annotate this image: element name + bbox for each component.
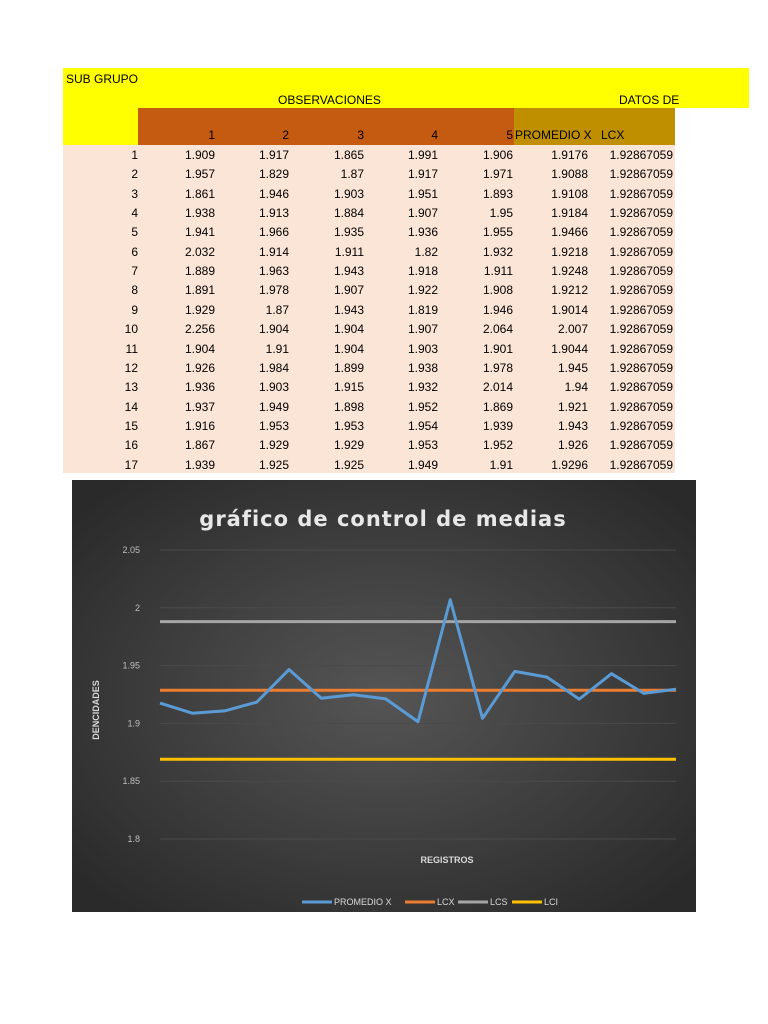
- row-number-cell: 10: [124, 322, 138, 337]
- table-row: [63, 398, 675, 417]
- table-cell: 1.966: [258, 225, 289, 240]
- table-cell: 1.963: [258, 264, 289, 279]
- chart-title: gráfico de control de medias: [199, 507, 567, 531]
- table-cell: 1.87: [340, 167, 364, 182]
- table-cell: 1.92867059: [609, 225, 673, 240]
- legend-label: PROMEDIO X: [334, 897, 392, 907]
- table-cell: 1.936: [184, 380, 215, 395]
- legend-label: LCX: [437, 897, 455, 907]
- chart-svg: [72, 480, 696, 912]
- table-row: [63, 243, 675, 262]
- lcx-header: LCX: [601, 128, 625, 142]
- table-cell: 1.952: [482, 438, 513, 453]
- table-cell: 1.926: [557, 438, 588, 453]
- table-cell: 1.9044: [551, 341, 588, 356]
- table-cell: 1.899: [333, 360, 364, 375]
- table-row: [63, 436, 675, 455]
- table-cell: 1.925: [333, 457, 364, 472]
- col-header-1: 1: [208, 128, 215, 142]
- row-number-cell: 8: [131, 283, 138, 298]
- table-cell: 1.908: [482, 283, 513, 298]
- table-cell: 1.918: [407, 264, 438, 279]
- datos-de-label: DATOS DE: [619, 93, 680, 107]
- chart-background: [72, 480, 696, 912]
- table-cell: 1.978: [482, 360, 513, 375]
- table-cell: 1.95: [489, 206, 513, 221]
- table-cell: 1.92867059: [609, 264, 673, 279]
- table-cell: 1.937: [184, 399, 215, 414]
- table-cell: 1.971: [482, 167, 513, 182]
- table-cell: 1.92867059: [609, 418, 673, 433]
- table-cell: 1.91: [489, 457, 513, 472]
- table-row: [63, 320, 675, 339]
- table-cell: 1.867: [184, 438, 215, 453]
- table-cell: 1.907: [333, 283, 364, 298]
- table-cell: 1.903: [258, 380, 289, 395]
- table-cell: 1.935: [333, 225, 364, 240]
- row-number-cell: 6: [131, 244, 138, 259]
- table-cell: 1.991: [407, 148, 438, 162]
- y-tick-label: 1.8: [127, 834, 140, 844]
- promedio-x-header: PROMEDIO X: [515, 128, 592, 142]
- table-cell: 1.92867059: [609, 322, 673, 337]
- row-number-cell: 5: [131, 225, 138, 240]
- table-cell: 1.92867059: [609, 380, 673, 395]
- table-cell: 1.953: [333, 418, 364, 433]
- table-cell: 1.829: [258, 167, 289, 182]
- table-cell: 1.914: [258, 244, 289, 259]
- table-cell: 1.904: [184, 341, 215, 356]
- table-cell: 1.92867059: [609, 148, 673, 162]
- table-cell: 1.92867059: [609, 206, 673, 221]
- table-cell: 1.903: [407, 341, 438, 356]
- table-cell: 1.932: [407, 380, 438, 395]
- table-cell: 1.92867059: [609, 244, 673, 259]
- table-row: [63, 281, 675, 300]
- table-cell: 1.9108: [551, 186, 588, 201]
- table-cell: 1.865: [333, 148, 364, 162]
- table-cell: 1.938: [184, 206, 215, 221]
- row-number-cell: 11: [125, 341, 138, 356]
- row-number-cell: 17: [124, 457, 138, 472]
- table-cell: 1.9296: [551, 457, 588, 472]
- table-cell: 1.939: [184, 457, 215, 472]
- control-chart: [72, 480, 696, 912]
- table-cell: 1.917: [258, 148, 289, 162]
- table-cell: 1.949: [407, 457, 438, 472]
- table-cell: 1.939: [482, 418, 513, 433]
- row-number-cell: 12: [124, 360, 138, 375]
- table-cell: 1.932: [482, 244, 513, 259]
- table-cell: 1.92867059: [609, 438, 673, 453]
- table-row: [63, 204, 675, 223]
- table-cell: 1.909: [184, 148, 215, 162]
- y-tick-label: 2: [134, 602, 140, 613]
- table-cell: 1.943: [333, 302, 364, 317]
- row-number-cell: 1: [131, 148, 138, 162]
- table-cell: 1.906: [482, 148, 513, 162]
- table-cell: 2.007: [557, 322, 588, 337]
- table-cell: 1.92867059: [609, 167, 673, 182]
- table-cell: 1.9248: [551, 264, 588, 279]
- table-cell: 1.92867059: [609, 302, 673, 317]
- table-cell: 1.984: [258, 360, 289, 375]
- table-cell: 1.819: [407, 302, 438, 317]
- table-cell: 1.903: [333, 186, 364, 201]
- header-yellow-cell: [63, 108, 138, 145]
- row-number-cell: 2: [131, 167, 138, 182]
- table-row: [63, 262, 675, 281]
- table-cell: 1.938: [407, 360, 438, 375]
- row-number-cell: 14: [124, 399, 138, 414]
- col-header-3: 3: [357, 128, 364, 142]
- table-cell: 1.91: [265, 341, 289, 356]
- table-cell: 1.955: [482, 225, 513, 240]
- table-cell: 1.907: [407, 322, 438, 337]
- table-cell: 1.929: [258, 438, 289, 453]
- table-cell: 1.921: [557, 399, 588, 414]
- table-row: [63, 417, 675, 436]
- table-cell: 1.869: [482, 399, 513, 414]
- table-cell: 1.911: [334, 244, 364, 259]
- legend-label: LCI: [544, 897, 559, 907]
- table-row: [63, 185, 675, 204]
- table-cell: 1.952: [407, 399, 438, 414]
- table-cell: 2.064: [482, 322, 513, 337]
- row-number-cell: 3: [131, 186, 138, 201]
- table-cell: 1.907: [407, 206, 438, 221]
- table-cell: 1.929: [333, 438, 364, 453]
- table-row: [63, 146, 675, 165]
- table-cell: 1.94: [564, 380, 588, 395]
- table-cell: 1.943: [333, 264, 364, 279]
- table-cell: 1.922: [407, 283, 438, 298]
- table-cell: 1.92867059: [609, 360, 673, 375]
- table-cell: 1.87: [265, 302, 289, 317]
- table-cell: 1.891: [184, 283, 215, 298]
- col-header-4: 4: [431, 128, 438, 142]
- table-cell: 1.904: [258, 322, 289, 337]
- y-axis-label: DENCIDADES: [91, 680, 101, 740]
- table-row: [63, 165, 675, 184]
- table-cell: 1.946: [258, 186, 289, 201]
- table-cell: 1.913: [258, 206, 289, 221]
- col-header-5: 5: [506, 128, 513, 142]
- y-tick-label: 1.9: [127, 718, 140, 729]
- table-cell: 1.92867059: [609, 283, 673, 298]
- table-cell: 1.889: [184, 264, 215, 279]
- table-cell: 2.032: [184, 244, 215, 259]
- table-cell: 1.9088: [551, 167, 588, 182]
- table-cell: 1.925: [258, 457, 289, 472]
- table-cell: 1.936: [407, 225, 438, 240]
- legend-label: LCS: [490, 897, 508, 907]
- row-number-cell: 4: [131, 206, 138, 221]
- table-cell: 1.957: [184, 167, 215, 182]
- table-cell: 1.893: [482, 186, 513, 201]
- table-cell: 2.014: [482, 380, 513, 395]
- table-cell: 1.946: [482, 302, 513, 317]
- table-cell: 1.945: [557, 360, 588, 375]
- table-row: [63, 456, 675, 475]
- table-cell: 1.861: [184, 186, 215, 201]
- table-cell: 1.943: [557, 418, 588, 433]
- table-cell: 1.911: [483, 264, 513, 279]
- table-row: [63, 359, 675, 378]
- y-tick-label: 1.85: [122, 776, 140, 787]
- table-cell: 1.901: [482, 341, 513, 356]
- table-cell: 1.978: [258, 283, 289, 298]
- table-cell: 1.9014: [551, 302, 588, 317]
- row-number-cell: 7: [131, 264, 138, 279]
- table-cell: 1.82: [414, 244, 438, 259]
- table-cell: 1.898: [333, 399, 364, 414]
- table-cell: 1.884: [333, 206, 364, 221]
- x-axis-label: REGISTROS: [420, 855, 474, 865]
- table-cell: 1.929: [184, 302, 215, 317]
- table-row: [63, 340, 675, 359]
- y-tick-label: 2.05: [122, 545, 140, 555]
- subgroup-label: SUB GRUPO: [66, 72, 139, 86]
- table-cell: 1.941: [184, 225, 215, 240]
- table-cell: 1.916: [184, 418, 215, 433]
- table-row: [63, 223, 675, 242]
- table-cell: 1.953: [407, 438, 438, 453]
- table-cell: 1.9212: [551, 283, 588, 298]
- row-number-cell: 16: [124, 438, 138, 453]
- row-number-cell: 13: [124, 380, 138, 395]
- table-cell: 1.904: [333, 322, 364, 337]
- table-cell: 1.9218: [551, 244, 588, 259]
- table-cell: 1.92867059: [609, 457, 673, 472]
- row-number-cell: 9: [131, 302, 138, 317]
- table-row: [63, 378, 675, 397]
- table-cell: 1.904: [333, 341, 364, 356]
- y-tick-label: 1.95: [122, 660, 140, 671]
- table-cell: 1.92867059: [609, 399, 673, 414]
- table-cell: 1.9184: [551, 206, 588, 221]
- row-number-cell: 15: [124, 418, 138, 433]
- table-cell: 1.92867059: [609, 186, 673, 201]
- table-cell: 1.953: [258, 418, 289, 433]
- table-row: [63, 301, 675, 320]
- table-cell: 1.917: [407, 167, 438, 182]
- table-cell: 1.9466: [551, 225, 588, 240]
- table-cell: 2.256: [184, 322, 215, 337]
- table-cell: 1.915: [333, 380, 364, 395]
- table-cell: 1.9176: [551, 148, 588, 162]
- col-header-2: 2: [282, 128, 289, 142]
- table-cell: 1.92867059: [609, 341, 673, 356]
- table-cell: 1.949: [258, 399, 289, 414]
- observations-label: OBSERVACIONES: [278, 93, 381, 107]
- table-cell: 1.926: [184, 360, 215, 375]
- table-cell: 1.954: [407, 418, 438, 433]
- table-cell: 1.951: [407, 186, 438, 201]
